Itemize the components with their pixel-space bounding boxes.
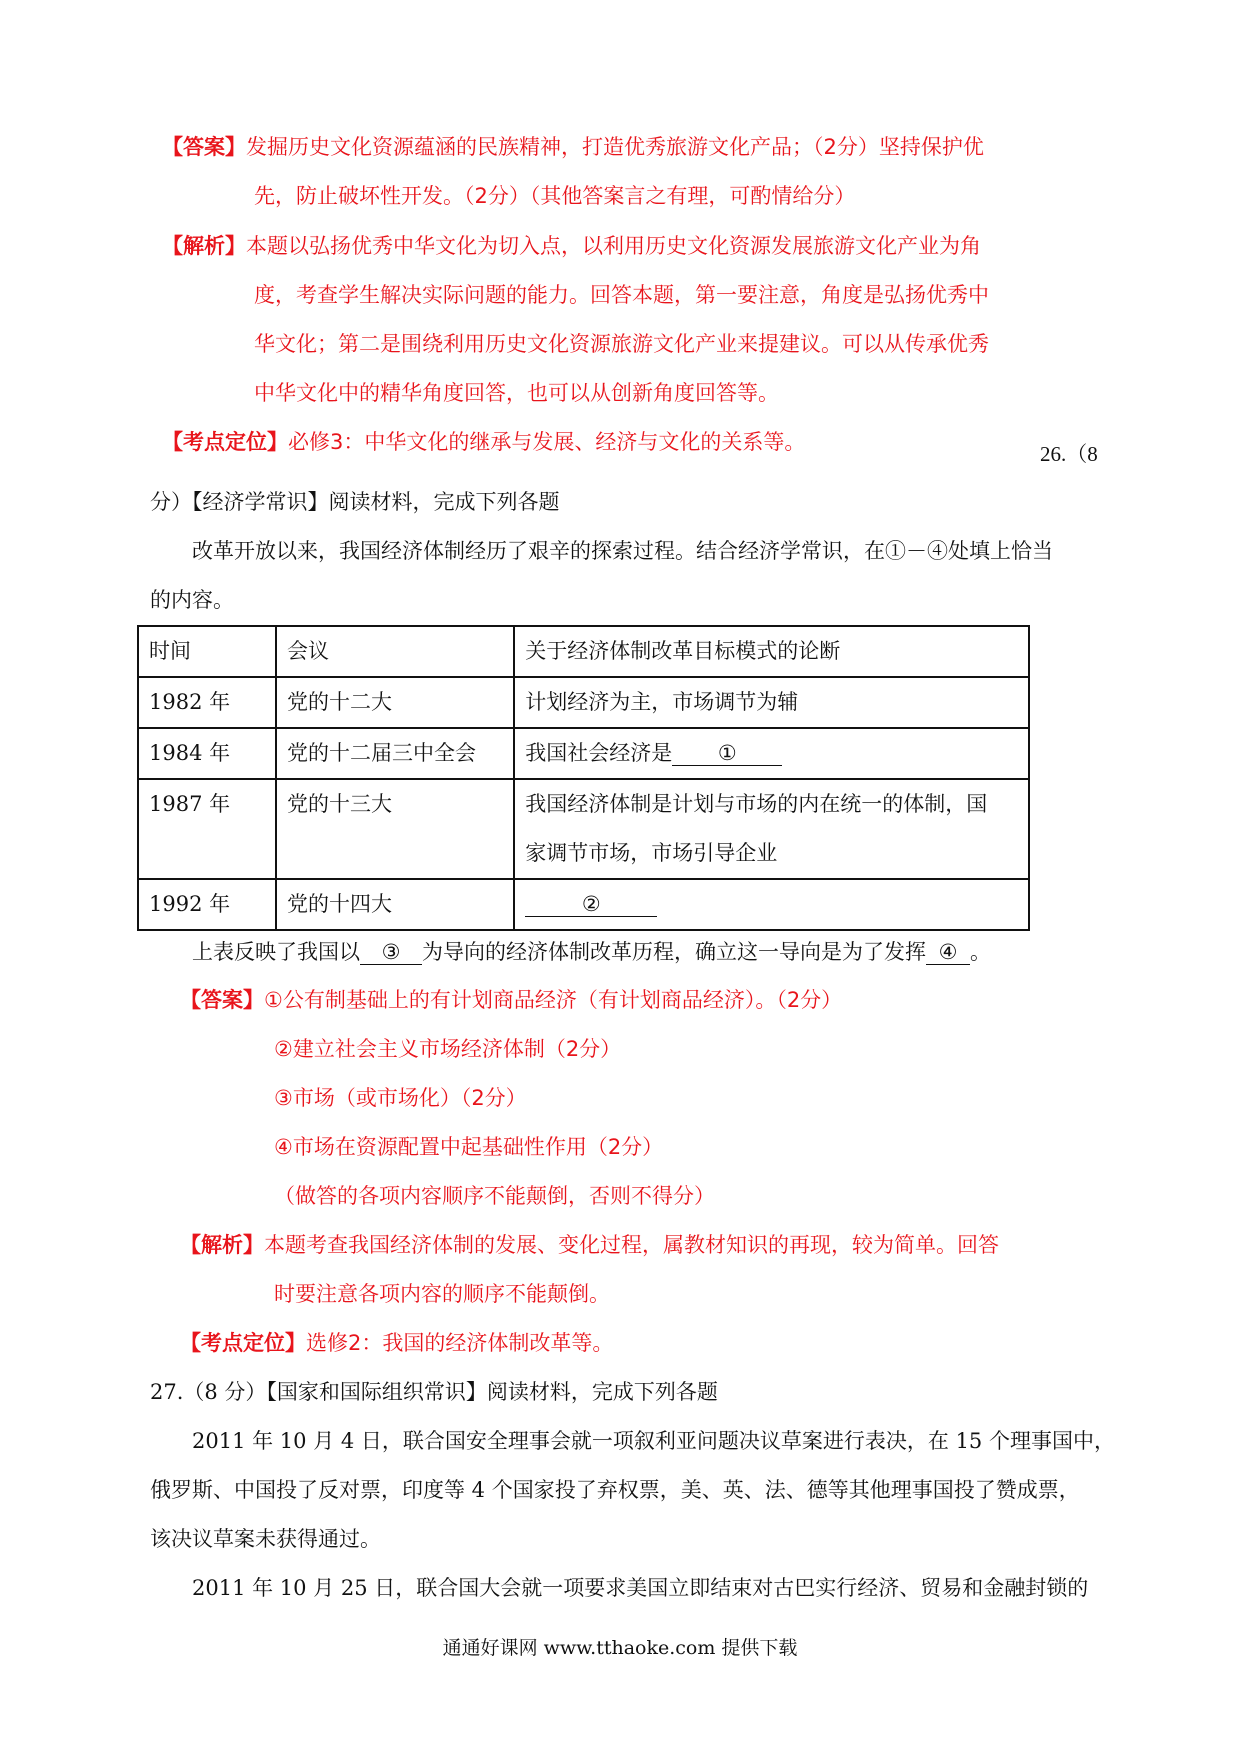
row-meeting: 党的十三大: [276, 779, 514, 879]
q26-answer-tag: 【答案】: [180, 988, 264, 1012]
row-meeting: 党的十二大: [276, 677, 514, 728]
q25-point-tag: 【考点定位】: [162, 430, 288, 454]
table-row: [138, 879, 1029, 930]
q27-para1-line3: 该决议草案未获得通过。: [150, 1527, 381, 1551]
q26-heading: 分）【经济学常识】阅读材料，完成下列各题: [150, 490, 560, 514]
row-year: 1987 年: [138, 779, 276, 879]
row-year: 1992 年: [138, 879, 276, 930]
q26-point-tag: 【考点定位】: [180, 1331, 306, 1355]
header-time: 时间: [138, 626, 276, 677]
q27-heading: 27.（8 分）【国家和国际组织常识】阅读材料，完成下列各题: [150, 1380, 718, 1404]
row-thesis: [514, 879, 1029, 930]
q27-para1-line2: 俄罗斯、中国投了反对票，印度等 4 个国家投了弃权票，美、英、法、德等其他理事国投了赞成票，: [150, 1478, 1080, 1502]
q26-analysis-line2: 时要注意各项内容的顺序不能颠倒。: [274, 1282, 610, 1306]
table-row: [138, 728, 1029, 779]
blank-3: ③: [360, 940, 422, 965]
q26-answer-line1: 【答案】①公有制基础上的有计划商品经济（有计划商品经济）。（2分）: [180, 988, 843, 1012]
q26-summary: 上表反映了我国以 ③ 为导向的经济体制改革历程，确立这一导向是为了发挥 ④ 。: [192, 940, 991, 964]
blank-1: ①: [672, 741, 782, 766]
row-thesis: 我国社会经济是 ①: [514, 728, 1029, 779]
q26-analysis-line1: 【解析】本题考查我国经济体制的发展、变化过程，属教材知识的再现，较为简单。回答: [180, 1233, 999, 1257]
row-thesis: 计划经济为主，市场调节为辅: [514, 677, 1029, 728]
row-meeting: 党的十四大: [276, 879, 514, 930]
q26-answer-note: （做答的各项内容顺序不能颠倒，否则不得分）: [274, 1184, 715, 1208]
table-row: [138, 779, 1029, 879]
q25-analysis-line1: 【解析】本题以弘扬优秀中华文化为切入点，以利用历史文化资源发展旅游文化产业为角: [162, 234, 981, 258]
q25-answer-text: 发掘历史文化资源蕴涵的民族精神，打造优秀旅游文化产品；（2分）坚持保护优: [246, 135, 984, 159]
q25-answer-line1: [162, 133, 984, 161]
q26-number-head: 26.（8: [1040, 442, 1098, 466]
row-year: 1982 年: [138, 677, 276, 728]
q25-answer-line2: 先，防止破坏性开发。（2分）（其他答案言之有理，可酌情给分）: [254, 184, 856, 208]
q27-para2-line1: 2011 年 10 月 25 日，联合国大会就一项要求美国立即结束对古巴实行经济、贸易和金融封锁的: [192, 1576, 1089, 1600]
q26-answer-line2: ②建立社会主义市场经济体制（2分）: [274, 1037, 622, 1061]
q26-point-line: 【考点定位】选修2：我国的经济体制改革等。: [180, 1331, 614, 1355]
blank-2: ②: [525, 892, 657, 917]
q26-answer-line3: ③市场（或市场化）（2分）: [274, 1086, 527, 1110]
header-meeting: 会议: [276, 626, 514, 677]
q25-analysis-tag: 【解析】: [162, 234, 246, 258]
row-meeting: 党的十二届三中全会: [276, 728, 514, 779]
q26-intro-line1: 改革开放以来，我国经济体制经历了艰辛的探索过程。结合经济学常识，在①－④处填上恰当: [192, 539, 1053, 563]
table-header-row: [138, 626, 1029, 677]
q26-intro-line2: 的内容。: [150, 588, 234, 612]
header-thesis: 关于经济体制改革目标模式的论断: [514, 626, 1029, 677]
row-thesis: 我国经济体制是计划与市场的内在统一的体制，国 家调节市场，市场引导企业: [514, 779, 1029, 879]
economic-reform-table: [137, 625, 1030, 931]
table-row: [138, 677, 1029, 728]
q25-analysis-line4: 中华文化中的精华角度回答，也可以从创新角度回答等。: [254, 381, 779, 405]
q25-analysis-line2: 度，考查学生解决实际问题的能力。回答本题，第一要注意，角度是弘扬优秀中: [254, 283, 989, 307]
q26-analysis-tag: 【解析】: [180, 1233, 264, 1257]
q27-para1-line1: 2011 年 10 月 4 日，联合国安全理事会就一项叙利亚问题决议草案进行表决，在 15 个理事国中，: [192, 1429, 1115, 1453]
q25-answer-tag: 【答案】: [162, 135, 246, 159]
q25-point-line: 【考点定位】必修3：中华文化的继承与发展、经济与文化的关系等。: [162, 430, 806, 454]
row-year: 1984 年: [138, 728, 276, 779]
blank-4: ④: [926, 940, 970, 965]
q26-answer-line4: ④市场在资源配置中起基础性作用（2分）: [274, 1135, 664, 1159]
page-footer: 通通好课网 www.tthaoke.com 提供下载: [442, 1637, 798, 1659]
q25-analysis-line3: 华文化；第二是围绕利用历史文化资源旅游文化产业来提建议。可以从传承优秀: [254, 332, 989, 356]
